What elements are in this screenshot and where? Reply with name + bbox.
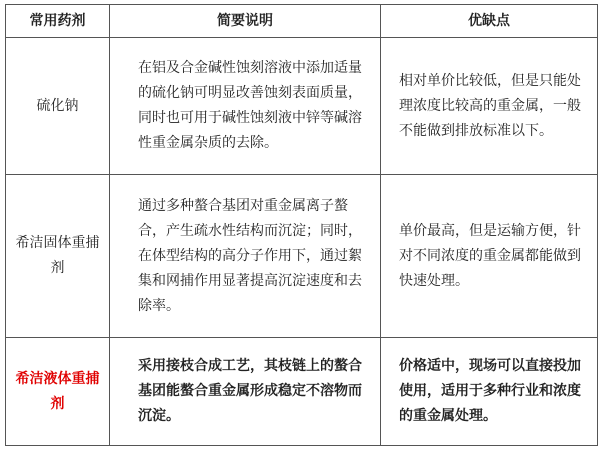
table-row-highlighted xyxy=(6,338,598,446)
table-row xyxy=(6,175,598,338)
comparison-table xyxy=(5,4,598,446)
header-description: 简要说明 xyxy=(110,5,381,38)
agent-name: 硫化钠 xyxy=(6,38,110,175)
agent-name-highlighted: 希洁液体重捕剂 xyxy=(6,338,110,446)
agent-pros-cons: 相对单价比较低，但是只能处理浓度比较高的重金属，一般不能做到排放标准以下。 xyxy=(381,38,598,175)
agent-description: 采用接枝合成工艺，其枝链上的螯合基团能螯合重金属形成稳定不溶物而沉淀。 xyxy=(110,338,381,446)
header-row xyxy=(6,5,598,38)
header-agent: 常用药剂 xyxy=(6,5,110,38)
agent-description: 通过多种螯合基团对重金属离子螯合，产生疏水性结构而沉淀；同时，在体型结构的高分子作用下，通过絮集和网捕作用显著提高沉淀速度和去除率。 xyxy=(110,175,381,338)
agent-name: 希洁固体重捕剂 xyxy=(6,175,110,338)
header-pros-cons: 优缺点 xyxy=(381,5,598,38)
agent-pros-cons: 单价最高，但是运输方便，针对不同浓度的重金属都能做到快速处理。 xyxy=(381,175,598,338)
table-row xyxy=(6,38,598,175)
agent-pros-cons: 价格适中，现场可以直接投加使用，适用于多种行业和浓度的重金属处理。 xyxy=(381,338,598,446)
agent-description: 在铝及合金碱性蚀刻溶液中添加适量的硫化钠可明显改善蚀刻表面质量，同时也可用于碱性蚀刻液中锌等碱溶性重金属杂质的去除。 xyxy=(110,38,381,175)
